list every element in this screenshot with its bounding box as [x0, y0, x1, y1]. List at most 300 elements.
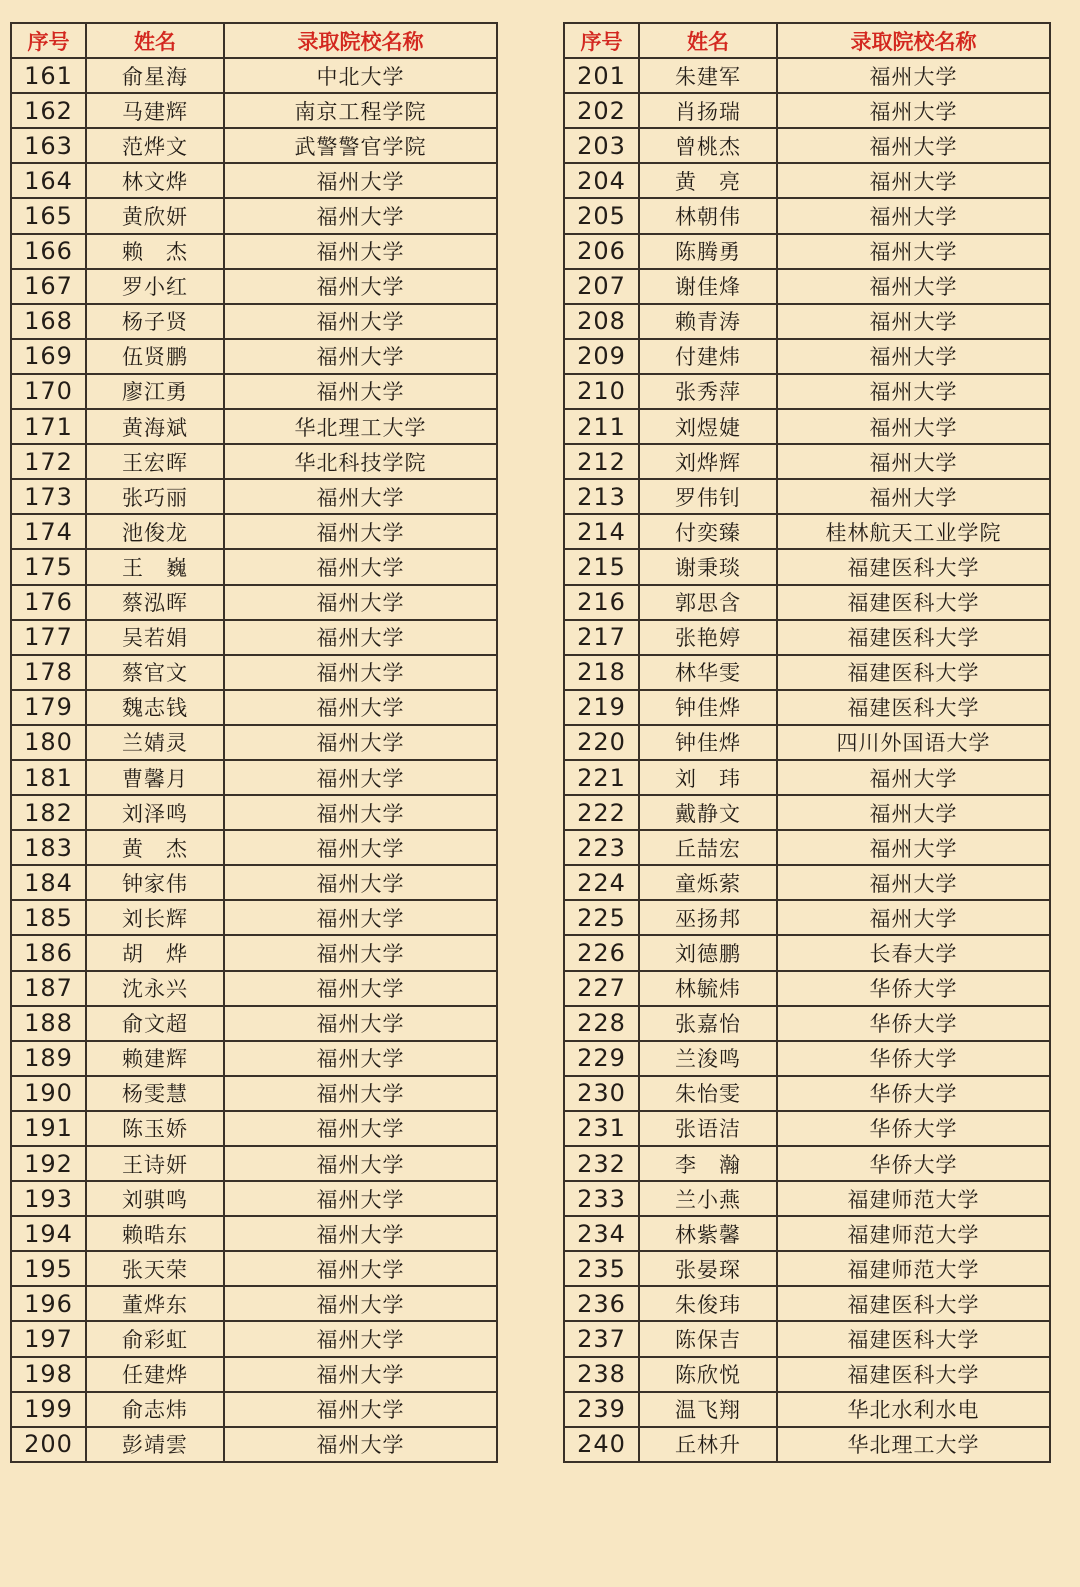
- admitted-school: 福州大学: [777, 234, 1050, 269]
- admitted-school: 福建师范大学: [777, 1181, 1050, 1216]
- table-row: [11, 690, 497, 725]
- row-index: 184: [11, 865, 86, 900]
- table-row: [564, 1286, 1050, 1321]
- admitted-school: 福州大学: [224, 655, 497, 690]
- table-row: [11, 339, 497, 374]
- student-name: 张艳婷: [639, 620, 777, 655]
- admitted-school: 福州大学: [777, 760, 1050, 795]
- row-index: 222: [564, 795, 639, 830]
- table-row: [11, 58, 497, 93]
- student-name: 付奕臻: [639, 514, 777, 549]
- row-index: 230: [564, 1076, 639, 1111]
- admitted-school: 福州大学: [224, 1216, 497, 1251]
- row-index: 168: [11, 304, 86, 339]
- student-name: 俞文超: [86, 1006, 224, 1041]
- student-name: 朱怡雯: [639, 1076, 777, 1111]
- student-name: 蔡官文: [86, 655, 224, 690]
- student-name: 谢佳烽: [639, 269, 777, 304]
- table-row: [564, 1181, 1050, 1216]
- admitted-school: 福州大学: [224, 234, 497, 269]
- row-index: 232: [564, 1146, 639, 1181]
- table-row: [564, 1146, 1050, 1181]
- student-name: 林文烨: [86, 163, 224, 198]
- admitted-school: 福州大学: [224, 900, 497, 935]
- row-index: 187: [11, 971, 86, 1006]
- student-name: 肖扬瑞: [639, 93, 777, 128]
- row-index: 169: [11, 339, 86, 374]
- row-index: 178: [11, 655, 86, 690]
- row-index: 199: [11, 1392, 86, 1427]
- table-row: [564, 830, 1050, 865]
- table-row: [564, 1216, 1050, 1251]
- admitted-school: 福建医科大学: [777, 690, 1050, 725]
- admitted-school: 福建师范大学: [777, 1216, 1050, 1251]
- admitted-school: 福州大学: [224, 339, 497, 374]
- row-index: 206: [564, 234, 639, 269]
- row-index: 220: [564, 725, 639, 760]
- admitted-school: 华侨大学: [777, 1111, 1050, 1146]
- admitted-school: 福州大学: [777, 93, 1050, 128]
- row-index: 218: [564, 655, 639, 690]
- row-index: 190: [11, 1076, 86, 1111]
- admitted-school: 福州大学: [777, 444, 1050, 479]
- row-index: 175: [11, 549, 86, 584]
- student-name: 俞星海: [86, 58, 224, 93]
- table-row: [564, 198, 1050, 233]
- table-row: [11, 549, 497, 584]
- student-name: 任建烨: [86, 1357, 224, 1392]
- student-name: 刘长辉: [86, 900, 224, 935]
- table-row: [11, 444, 497, 479]
- table-row: [564, 549, 1050, 584]
- table-row: [564, 1006, 1050, 1041]
- admitted-school: 福州大学: [224, 1321, 497, 1356]
- table-row: [11, 479, 497, 514]
- student-name: 兰小燕: [639, 1181, 777, 1216]
- row-index: 207: [564, 269, 639, 304]
- admitted-school: 福州大学: [777, 269, 1050, 304]
- table-row: [564, 1321, 1050, 1356]
- table-row: [564, 1076, 1050, 1111]
- table-row: [564, 655, 1050, 690]
- student-name: 林毓炜: [639, 971, 777, 1006]
- student-name: 赖青涛: [639, 304, 777, 339]
- table-row: [564, 128, 1050, 163]
- row-index: 229: [564, 1041, 639, 1076]
- row-index: 176: [11, 585, 86, 620]
- admitted-school: 福州大学: [224, 549, 497, 584]
- student-name: 戴静文: [639, 795, 777, 830]
- table-row: [11, 304, 497, 339]
- admitted-school: 福州大学: [224, 163, 497, 198]
- row-index: 194: [11, 1216, 86, 1251]
- student-name: 朱建军: [639, 58, 777, 93]
- admitted-school: 福州大学: [224, 198, 497, 233]
- table-row: [11, 760, 497, 795]
- student-name: 王 巍: [86, 549, 224, 584]
- student-name: 罗伟钊: [639, 479, 777, 514]
- row-index: 227: [564, 971, 639, 1006]
- student-name: 沈永兴: [86, 971, 224, 1006]
- admitted-school: 福州大学: [777, 58, 1050, 93]
- student-name: 杨雯慧: [86, 1076, 224, 1111]
- student-name: 张语洁: [639, 1111, 777, 1146]
- row-index: 161: [11, 58, 86, 93]
- table-row: [11, 585, 497, 620]
- header-name: 姓名: [639, 23, 777, 58]
- student-name: 李 瀚: [639, 1146, 777, 1181]
- student-name: 罗小红: [86, 269, 224, 304]
- header-index: 序号: [564, 23, 639, 58]
- student-name: 张嘉怡: [639, 1006, 777, 1041]
- row-index: 172: [11, 444, 86, 479]
- row-index: 201: [564, 58, 639, 93]
- student-name: 俞彩虹: [86, 1321, 224, 1356]
- row-index: 210: [564, 374, 639, 409]
- student-name: 王诗妍: [86, 1146, 224, 1181]
- row-index: 202: [564, 93, 639, 128]
- row-index: 174: [11, 514, 86, 549]
- student-name: 吴若娟: [86, 620, 224, 655]
- row-index: 211: [564, 409, 639, 444]
- student-name: 张巧丽: [86, 479, 224, 514]
- admitted-school: 福州大学: [224, 971, 497, 1006]
- student-name: 蔡泓晖: [86, 585, 224, 620]
- student-name: 童烁萦: [639, 865, 777, 900]
- table-row: [11, 269, 497, 304]
- admitted-school: 福州大学: [224, 865, 497, 900]
- table-row: [564, 900, 1050, 935]
- student-name: 刘煜婕: [639, 409, 777, 444]
- table-row: [564, 725, 1050, 760]
- row-index: 204: [564, 163, 639, 198]
- row-index: 193: [11, 1181, 86, 1216]
- student-name: 曹馨月: [86, 760, 224, 795]
- row-index: 236: [564, 1286, 639, 1321]
- admitted-school: 福州大学: [777, 409, 1050, 444]
- table-row: [11, 865, 497, 900]
- row-index: 224: [564, 865, 639, 900]
- table-row: [11, 1321, 497, 1356]
- row-index: 189: [11, 1041, 86, 1076]
- admitted-school: 福州大学: [224, 514, 497, 549]
- admitted-school: 福州大学: [224, 1111, 497, 1146]
- student-name: 俞志炜: [86, 1392, 224, 1427]
- row-index: 167: [11, 269, 86, 304]
- admitted-school: 福州大学: [777, 374, 1050, 409]
- table-row: [11, 1006, 497, 1041]
- table-row: [11, 655, 497, 690]
- admitted-school: 福州大学: [224, 1357, 497, 1392]
- student-name: 陈玉娇: [86, 1111, 224, 1146]
- admitted-school: 中北大学: [224, 58, 497, 93]
- student-name: 黄 杰: [86, 830, 224, 865]
- student-name: 温飞翔: [639, 1392, 777, 1427]
- row-index: 215: [564, 549, 639, 584]
- row-index: 239: [564, 1392, 639, 1427]
- student-name: 张晏琛: [639, 1251, 777, 1286]
- student-name: 张天荣: [86, 1251, 224, 1286]
- table-header-row: [11, 23, 497, 58]
- admitted-school: 南京工程学院: [224, 93, 497, 128]
- table-row: [11, 1286, 497, 1321]
- admitted-school: 华北理工大学: [777, 1427, 1050, 1462]
- admitted-school: 福建医科大学: [777, 1286, 1050, 1321]
- student-name: 王宏晖: [86, 444, 224, 479]
- admitted-school: 福州大学: [224, 725, 497, 760]
- student-name: 刘 玮: [639, 760, 777, 795]
- admitted-school: 福州大学: [224, 585, 497, 620]
- row-index: 214: [564, 514, 639, 549]
- row-index: 170: [11, 374, 86, 409]
- row-index: 179: [11, 690, 86, 725]
- table-row: [11, 234, 497, 269]
- admitted-school: 福州大学: [777, 900, 1050, 935]
- admitted-school: 桂林航天工业学院: [777, 514, 1050, 549]
- admitted-school: 福州大学: [777, 304, 1050, 339]
- student-name: 谢秉琰: [639, 549, 777, 584]
- admitted-school: 华侨大学: [777, 1146, 1050, 1181]
- student-name: 丘林升: [639, 1427, 777, 1462]
- table-row: [564, 409, 1050, 444]
- row-index: 200: [11, 1427, 86, 1462]
- student-name: 张秀萍: [639, 374, 777, 409]
- row-index: 173: [11, 479, 86, 514]
- student-name: 赖建辉: [86, 1041, 224, 1076]
- table-row: [11, 1357, 497, 1392]
- student-name: 刘骐鸣: [86, 1181, 224, 1216]
- row-index: 191: [11, 1111, 86, 1146]
- table-row: [11, 409, 497, 444]
- admitted-school: 福州大学: [224, 795, 497, 830]
- header-school: 录取院校名称: [777, 23, 1050, 58]
- table-row: [564, 1041, 1050, 1076]
- row-index: 235: [564, 1251, 639, 1286]
- table-row: [11, 1181, 497, 1216]
- student-name: 曾桃杰: [639, 128, 777, 163]
- row-index: 182: [11, 795, 86, 830]
- row-index: 209: [564, 339, 639, 374]
- student-name: 胡 烨: [86, 935, 224, 970]
- table-row: [564, 339, 1050, 374]
- table-row: [564, 304, 1050, 339]
- row-index: 188: [11, 1006, 86, 1041]
- table-row: [11, 1041, 497, 1076]
- table-row: [11, 93, 497, 128]
- row-index: 181: [11, 760, 86, 795]
- admitted-school: 福州大学: [224, 690, 497, 725]
- admitted-school: 福州大学: [777, 795, 1050, 830]
- header-name: 姓名: [86, 23, 224, 58]
- row-index: 240: [564, 1427, 639, 1462]
- table-row: [11, 1427, 497, 1462]
- row-index: 223: [564, 830, 639, 865]
- table-row: [564, 374, 1050, 409]
- table-row: [564, 1251, 1050, 1286]
- table-row: [564, 620, 1050, 655]
- admitted-school: 福州大学: [777, 479, 1050, 514]
- admitted-school: 福州大学: [224, 1251, 497, 1286]
- student-name: 林紫馨: [639, 1216, 777, 1251]
- admitted-school: 福州大学: [224, 304, 497, 339]
- table-row: [11, 795, 497, 830]
- admitted-school: 福州大学: [224, 374, 497, 409]
- admitted-school: 福建医科大学: [777, 1357, 1050, 1392]
- row-index: 237: [564, 1321, 639, 1356]
- table-row: [11, 620, 497, 655]
- table-row: [11, 1146, 497, 1181]
- student-name: 刘德鹏: [639, 935, 777, 970]
- student-name: 钟佳烨: [639, 690, 777, 725]
- admitted-school: 福州大学: [224, 1286, 497, 1321]
- table-row: [11, 374, 497, 409]
- row-index: 198: [11, 1357, 86, 1392]
- admitted-school: 福州大学: [777, 163, 1050, 198]
- admitted-school: 华北科技学院: [224, 444, 497, 479]
- table-row: [11, 725, 497, 760]
- row-index: 228: [564, 1006, 639, 1041]
- admitted-school: 武警警官学院: [224, 128, 497, 163]
- table-row: [564, 760, 1050, 795]
- admitted-school: 福建医科大学: [777, 1321, 1050, 1356]
- admitted-school: 福州大学: [224, 1427, 497, 1462]
- row-index: 197: [11, 1321, 86, 1356]
- student-name: 赖 杰: [86, 234, 224, 269]
- student-name: 陈腾勇: [639, 234, 777, 269]
- student-name: 魏志钱: [86, 690, 224, 725]
- row-index: 233: [564, 1181, 639, 1216]
- admitted-school: 福州大学: [224, 269, 497, 304]
- row-index: 165: [11, 198, 86, 233]
- admitted-school: 华北水利水电: [777, 1392, 1050, 1427]
- row-index: 219: [564, 690, 639, 725]
- table-row: [11, 1111, 497, 1146]
- admitted-school: 福州大学: [224, 1041, 497, 1076]
- admitted-school: 福建医科大学: [777, 549, 1050, 584]
- student-name: 董烨东: [86, 1286, 224, 1321]
- student-name: 廖江勇: [86, 374, 224, 409]
- table-row: [11, 514, 497, 549]
- table-row: [11, 900, 497, 935]
- row-index: 213: [564, 479, 639, 514]
- row-index: 217: [564, 620, 639, 655]
- admitted-school: 福州大学: [224, 830, 497, 865]
- row-index: 186: [11, 935, 86, 970]
- row-index: 221: [564, 760, 639, 795]
- student-name: 陈保吉: [639, 1321, 777, 1356]
- table-row: [11, 1392, 497, 1427]
- admitted-school: 福建师范大学: [777, 1251, 1050, 1286]
- table-row: [564, 585, 1050, 620]
- table-row: [564, 269, 1050, 304]
- table-row: [564, 514, 1050, 549]
- admitted-school: 福州大学: [777, 865, 1050, 900]
- table-row: [11, 128, 497, 163]
- admitted-school: 福州大学: [224, 935, 497, 970]
- row-index: 216: [564, 585, 639, 620]
- row-index: 195: [11, 1251, 86, 1286]
- row-index: 163: [11, 128, 86, 163]
- row-index: 196: [11, 1286, 86, 1321]
- admitted-school: 福州大学: [224, 760, 497, 795]
- admitted-school: 福建医科大学: [777, 620, 1050, 655]
- table-row: [564, 444, 1050, 479]
- table-row: [11, 971, 497, 1006]
- row-index: 183: [11, 830, 86, 865]
- student-name: 兰浚鸣: [639, 1041, 777, 1076]
- header-index: 序号: [11, 23, 86, 58]
- row-index: 162: [11, 93, 86, 128]
- student-name: 兰婧灵: [86, 725, 224, 760]
- admitted-school: 福州大学: [777, 198, 1050, 233]
- admission-table-left: [10, 22, 498, 1463]
- student-name: 彭靖雲: [86, 1427, 224, 1462]
- row-index: 212: [564, 444, 639, 479]
- table-header-row: [564, 23, 1050, 58]
- admitted-school: 福州大学: [224, 1006, 497, 1041]
- table-row: [564, 971, 1050, 1006]
- table-row: [11, 935, 497, 970]
- row-index: 177: [11, 620, 86, 655]
- admitted-school: 福州大学: [224, 479, 497, 514]
- row-index: 171: [11, 409, 86, 444]
- table-row: [564, 1357, 1050, 1392]
- table-row: [11, 163, 497, 198]
- admitted-school: 四川外国语大学: [777, 725, 1050, 760]
- row-index: 192: [11, 1146, 86, 1181]
- table-row: [11, 1216, 497, 1251]
- student-name: 范烨文: [86, 128, 224, 163]
- student-name: 巫扬邦: [639, 900, 777, 935]
- admitted-school: 福州大学: [224, 620, 497, 655]
- row-index: 166: [11, 234, 86, 269]
- student-name: 郭思含: [639, 585, 777, 620]
- table-row: [564, 865, 1050, 900]
- student-name: 伍贤鹏: [86, 339, 224, 374]
- admitted-school: 华北理工大学: [224, 409, 497, 444]
- table-row: [564, 1111, 1050, 1146]
- admitted-school: 福州大学: [777, 830, 1050, 865]
- student-name: 付建炜: [639, 339, 777, 374]
- admitted-school: 福州大学: [224, 1392, 497, 1427]
- student-name: 马建辉: [86, 93, 224, 128]
- student-name: 杨子贤: [86, 304, 224, 339]
- row-index: 238: [564, 1357, 639, 1392]
- student-name: 赖晧东: [86, 1216, 224, 1251]
- student-name: 池俊龙: [86, 514, 224, 549]
- student-name: 钟佳烨: [639, 725, 777, 760]
- table-row: [564, 1392, 1050, 1427]
- student-name: 刘泽鸣: [86, 795, 224, 830]
- table-row: [11, 198, 497, 233]
- table-row: [564, 935, 1050, 970]
- table-row: [564, 479, 1050, 514]
- student-name: 钟家伟: [86, 865, 224, 900]
- student-name: 丘喆宏: [639, 830, 777, 865]
- row-index: 208: [564, 304, 639, 339]
- row-index: 231: [564, 1111, 639, 1146]
- row-index: 234: [564, 1216, 639, 1251]
- admitted-school: 长春大学: [777, 935, 1050, 970]
- student-name: 黄海斌: [86, 409, 224, 444]
- table-row: [564, 1427, 1050, 1462]
- admitted-school: 福州大学: [777, 339, 1050, 374]
- admitted-school: 福建医科大学: [777, 655, 1050, 690]
- table-row: [11, 830, 497, 865]
- admitted-school: 福州大学: [777, 128, 1050, 163]
- table-row: [564, 234, 1050, 269]
- student-name: 林华雯: [639, 655, 777, 690]
